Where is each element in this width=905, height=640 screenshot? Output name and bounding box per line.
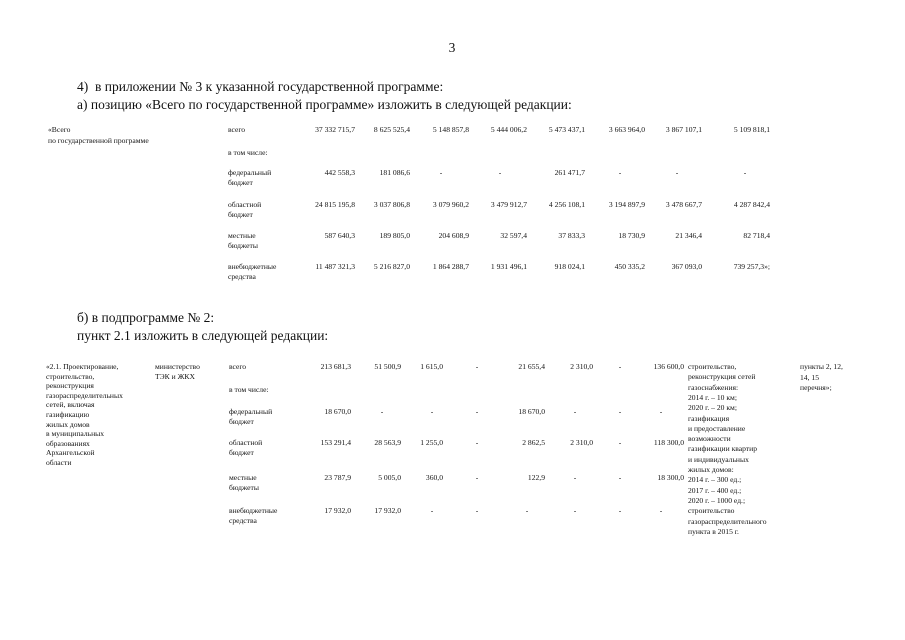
table1-cell: 181 086,6 [379, 168, 410, 177]
table2-row-source: в том числе: [229, 385, 269, 394]
table1-cell: 189 805,0 [379, 231, 410, 240]
table1-cell: - [675, 168, 679, 177]
table2-cell: 2 310,0 [570, 438, 593, 447]
table2-item-line: жилых домов [46, 419, 90, 429]
table2-cell: - [525, 506, 529, 515]
table2-cell: - [430, 506, 434, 515]
table1-row-source: всего [228, 125, 246, 134]
table1-cell: 261 471,7 [554, 168, 585, 177]
table1-row-source: областной [228, 200, 262, 209]
table1-cell: 204 608,9 [438, 231, 469, 240]
table2-result-line: строительство, [688, 362, 737, 371]
table2-cell: - [573, 407, 577, 416]
table2-cell: - [573, 473, 577, 482]
table1-cell: 37 332 715,7 [315, 125, 355, 134]
table1-cell: 11 487 321,3 [315, 262, 355, 271]
page-number: 3 [448, 40, 456, 55]
table2-cell: 2 310,0 [570, 362, 593, 371]
table1-cell: 1 864 288,7 [432, 262, 469, 271]
table1-cell: 367 093,0 [671, 262, 702, 271]
table2-reference-line: пункты 2, 12, [800, 362, 843, 371]
table2-result-line: газификация [688, 413, 730, 423]
table2-item-line: газификацию [46, 410, 90, 419]
table2-cell: - [618, 362, 622, 371]
table2-cell: 153 291,4 [320, 438, 351, 447]
table1-cell: 1 931 496,1 [490, 262, 527, 271]
table2-cell: 23 787,9 [324, 473, 351, 482]
table2-result-line: 2017 г. – 400 ед.; [688, 485, 742, 495]
table2-cell: 21 655,4 [518, 362, 545, 371]
table2-row-source: бюджеты [229, 483, 259, 492]
table1-cell: 5 148 857,8 [432, 125, 469, 134]
table2-cell: 136 600,0 [653, 362, 684, 371]
table2-cell: 1 255,0 [420, 438, 443, 447]
table2-cell: 17 932,0 [324, 506, 351, 515]
table1-cell: - [498, 168, 502, 177]
table1-cell: - [743, 168, 747, 177]
table2-cell: - [573, 506, 577, 515]
table2-cell: - [380, 407, 384, 416]
table1-cell: 4 256 108,1 [548, 200, 585, 209]
table2-row-source: средства [229, 516, 257, 525]
table2-cell: 122,9 [527, 473, 545, 482]
table2-row-source: федеральный [229, 407, 273, 416]
table2-item-line: реконструкция [46, 381, 94, 391]
table2-cell: - [618, 506, 622, 515]
table1-cell: 5 444 006,2 [490, 125, 527, 134]
table2-result-line: 2014 г. – 10 км; [688, 392, 737, 402]
table2-result-line: 2020 г. – 1000 ед.; [688, 495, 746, 505]
table2-executor-line: министерство [155, 362, 200, 371]
table1-cell: 3 479 912,7 [490, 200, 527, 209]
table1-cell: 5 216 827,0 [373, 262, 410, 271]
table2-result-line: газификации квартир [688, 444, 757, 454]
table1-row-source: бюджет [228, 178, 253, 187]
table1-label-line2: по государственной программе [48, 136, 149, 145]
table1-cell: 739 257,3»; [733, 262, 770, 271]
table1-row-source: бюджет [228, 210, 253, 219]
table2-cell: - [475, 438, 479, 447]
table2-cell: 1 615,0 [420, 362, 443, 371]
table2-cell: 18 300,0 [657, 473, 684, 482]
table2-cell: - [475, 506, 479, 515]
table2-result-line: реконструкция сетей [688, 372, 756, 382]
table2-cell: - [475, 407, 479, 416]
table2-result-line: строительство [688, 506, 735, 516]
table2-cell: - [659, 506, 663, 515]
table1-cell: 5 473 437,1 [548, 125, 585, 134]
table2-item-line: в муниципальных [46, 429, 105, 439]
table1-cell: - [439, 168, 443, 177]
table1-cell: 18 730,9 [618, 231, 645, 240]
table1-cell: 587 640,3 [324, 231, 355, 240]
table1-cell: 3 478 667,7 [665, 200, 702, 209]
table2-cell: 18 670,0 [324, 407, 351, 416]
table1-row-source: местные [228, 231, 256, 240]
table2-cell: - [475, 362, 479, 371]
table2-result-line: газораспределительного [688, 516, 767, 526]
table2-executor-line: ТЭК и ЖКХ [155, 372, 195, 381]
table2-cell: 18 670,0 [518, 407, 545, 416]
table1-cell: 450 335,2 [614, 262, 645, 271]
table2-cell: - [618, 473, 622, 482]
table2-cell: 51 500,9 [374, 362, 401, 371]
table1-row-source: в том числе: [228, 148, 268, 157]
table1-cell: 82 718,4 [743, 231, 770, 240]
table1-cell: 5 109 818,1 [733, 125, 770, 134]
table2-cell: - [430, 407, 434, 416]
table1-cell: 3 663 964,0 [608, 125, 645, 134]
table2-cell: 2 862,5 [522, 438, 545, 447]
table1-row-source: внебюджетные [228, 262, 277, 271]
table1-cell: 21 346,4 [675, 231, 702, 240]
table1-row-source: федеральный [228, 168, 272, 177]
intro-line-2: а) позицию «Всего по государственной программе» изложить в следующей редакции: [77, 97, 572, 112]
table2-item-line: «2.1. Проектирование, [46, 362, 119, 371]
table1-cell: - [618, 168, 622, 177]
intro-line-1: 4) в приложении № 3 к указанной государственной программе: [77, 79, 444, 94]
table2-cell: 213 681,3 [320, 362, 351, 371]
table2-result-line: газоснабжения: [688, 382, 739, 392]
table1-cell: 8 625 525,4 [373, 125, 410, 134]
table2-result-line: и индивидуальных [688, 454, 749, 464]
table2-cell: - [618, 407, 622, 416]
section-b-line-2: пункт 2.1 изложить в следующей редакции: [77, 328, 329, 343]
table2-item-line: сетей, включая [46, 400, 95, 410]
table1-cell: 918 024,1 [554, 262, 585, 271]
table1-row-source: средства [228, 272, 256, 281]
table2-row-source: внебюджетные [229, 506, 278, 515]
table2-result-line: жилых домов: [688, 465, 734, 474]
table2-row-source: местные [229, 473, 257, 482]
table2-item-line: области [46, 458, 72, 467]
table2-result-line: возможности [688, 434, 731, 444]
table1-label-line1: «Всего [48, 125, 71, 134]
table2-cell: - [659, 407, 663, 416]
table2-cell: 5 005,0 [378, 473, 401, 482]
table2-cell: 360,0 [425, 473, 443, 482]
table2-row-source: бюджет [229, 448, 254, 457]
table2-result-line: 2014 г. – 300 ед.; [688, 475, 742, 485]
section-b-line-1: б) в подпрограмме № 2: [77, 310, 215, 325]
table2-row-source: областной [229, 438, 263, 447]
table2-reference-line: перечня»; [800, 383, 832, 392]
table2-result-line: 2020 г. – 20 км; [688, 403, 737, 413]
table2-item-line: газораспределительных [46, 390, 123, 400]
table1-row-source: бюджеты [228, 241, 258, 250]
table2-cell: 17 932,0 [374, 506, 401, 515]
table1-cell: 3 079 960,2 [432, 200, 469, 209]
table1-cell: 3 037 806,8 [373, 200, 410, 209]
table2-cell: - [618, 438, 622, 447]
table2-item-line: Архангельской [46, 448, 95, 458]
table2-cell: - [475, 473, 479, 482]
table1-cell: 37 833,3 [558, 231, 585, 240]
table2-item-line: образованиях [46, 438, 90, 448]
table2-result-line: и предоставление [688, 423, 746, 433]
table1-cell: 3 867 107,1 [665, 125, 702, 134]
table2-result-line: пункта в 2015 г. [688, 526, 739, 536]
table2-row-source: бюджет [229, 417, 254, 426]
table1-cell: 442 558,3 [324, 168, 355, 177]
table1-cell: 24 815 195,8 [315, 200, 355, 209]
table2-cell: 118 300,0 [653, 438, 684, 447]
table1-cell: 4 287 842,4 [733, 200, 770, 209]
table1-cell: 3 194 897,9 [608, 200, 645, 209]
table2-cell: 28 563,9 [374, 438, 401, 447]
table2-row-source: всего [229, 362, 247, 371]
table2-item-line: строительство, [46, 371, 95, 381]
table1-cell: 32 597,4 [500, 231, 527, 240]
table2-reference-line: 14, 15 [800, 372, 819, 382]
